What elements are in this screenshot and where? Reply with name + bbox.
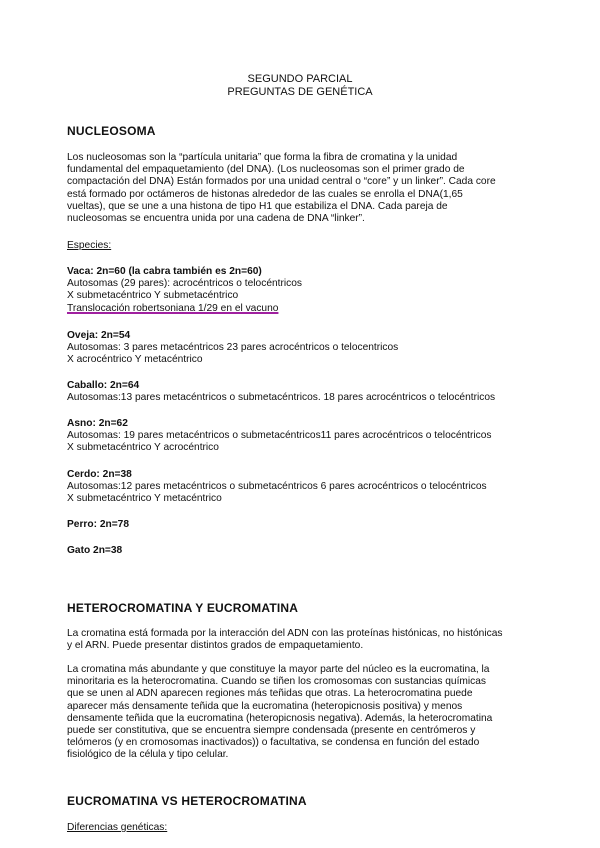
text-line: Autosomas:13 pares metacéntricos o submetacéntricos. 18 pares acrocéntricos o telocéntricos bbox=[67, 392, 496, 404]
species-gato: Gato 2n=38 bbox=[67, 545, 123, 556]
species-title: Vaca: 2n=60 (la cabra también es 2n=60) bbox=[67, 266, 262, 277]
heterocromatina-paragraph-2 bbox=[67, 664, 532, 762]
heterocromatina-paragraph-1 bbox=[67, 628, 532, 652]
diferencias-label: Diferencias genéticas: bbox=[67, 822, 168, 833]
text-line: que se unen al ADN aparecen regiones más teñidas que otras. La heterocromatina puede bbox=[67, 688, 473, 700]
species-title: Caballo: 2n=64 bbox=[67, 380, 140, 391]
nucleosoma-paragraph bbox=[67, 152, 532, 225]
text-line: compactación del DNA) Están formados por una unidad central o “core” y un linker”. Cada core bbox=[67, 176, 496, 188]
text-line: puede ser constitutiva, que se encuentra siempre condensada (presente en centrómeros y bbox=[67, 725, 476, 737]
species-title: Oveja: 2n=54 bbox=[67, 330, 131, 341]
text-line: fisiológico de la célula y tipo celular. bbox=[67, 749, 229, 761]
text-line: Autosomas (29 pares): acrocéntricos o telocéntricos bbox=[67, 278, 302, 290]
text-line: y el ARN. Puede presentar distintos grados de empaquetamiento. bbox=[67, 640, 364, 652]
header-line-2: PREGUNTAS DE GENÉTICA bbox=[227, 86, 373, 98]
species-asno bbox=[67, 418, 492, 455]
text-line: Autosomas: 19 pares metacéntricos o submetacéntricos11 pares acrocéntricos o telocéntricos bbox=[67, 430, 492, 442]
species-title: Cerdo: 2n=38 bbox=[67, 469, 132, 480]
especies-label: Especies: bbox=[67, 240, 112, 251]
text-line: vueltas), que se une a una histona de tipo H1 que estabiliza el DNA. Cada pareja de bbox=[67, 200, 448, 212]
text-line: aparecer más densamente teñida que la eucromatina (heteropicnosis positiva) y menos bbox=[67, 700, 463, 712]
text-line: está formado por octámeros de histonas alrededor de las cuales se enrolla el DNA(1,65 bbox=[67, 188, 463, 200]
text-line: fundamental del empaquetamiento (del DNA). (Los nucleosomas son el primer grado de bbox=[67, 164, 465, 176]
text-line: X submetacéntrico Y submetacéntrico bbox=[67, 290, 239, 302]
text-line: Autosomas: 3 pares metacéntricos 23 pares acrocéntricos o telocentricos bbox=[67, 342, 399, 354]
header-line-1: SEGUNDO PARCIAL bbox=[247, 73, 353, 85]
text-line: X acrocéntrico Y metacéntrico bbox=[67, 354, 203, 366]
text-line: Los nucleosomas son la “partícula unitaria” que forma la fibra de cromatina y la unidad bbox=[67, 152, 458, 163]
text-line: La cromatina más abundante y que constituye la mayor parte del núcleo es la eucromatina, la bbox=[67, 664, 490, 675]
section-title-heterocromatina: HETEROCROMATINA Y EUCROMATINA bbox=[67, 601, 299, 615]
species-cerdo bbox=[67, 469, 487, 506]
species-perro: Perro: 2n=78 bbox=[67, 519, 130, 530]
text-line: minoritaria es la heterocromatina. Cuando se tiñen los cromosomas con sustancias químicas bbox=[67, 676, 487, 688]
species-vaca bbox=[67, 266, 302, 315]
text-line: telómeros (y en cromosomas inactivados)) o facultativa, se condensa en función del estado bbox=[67, 737, 480, 749]
translocation-note: Translocación robertsoniana 1/29 en el vacuno bbox=[67, 302, 279, 314]
text-line: nucleosomas se encuentra unida por una cadena de DNA “linker”. bbox=[67, 213, 365, 225]
species-oveja bbox=[67, 330, 398, 367]
text-line: X submetacéntrico Y metacéntrico bbox=[67, 493, 222, 505]
text-line: Autosomas:12 pares metacéntricos o submetacéntricos 6 pares acrocéntricos o telocéntricos bbox=[67, 481, 487, 493]
text-line: La cromatina está formada por la interacción del ADN con las proteínas histónicas, no histónicas bbox=[67, 628, 503, 639]
species-caballo bbox=[67, 380, 495, 404]
text-line: X submetacéntrico Y acrocéntrico bbox=[67, 442, 219, 454]
species-title: Asno: 2n=62 bbox=[67, 418, 128, 429]
section-title-nucleosoma: NUCLEOSOMA bbox=[67, 124, 156, 138]
text-line: densamente teñida que la eucromatina (heteropicnosis negativa). Además, la heterocromatina bbox=[67, 712, 493, 724]
section-title-eucromatina-vs: EUCROMATINA VS HETEROCROMATINA bbox=[67, 794, 307, 808]
